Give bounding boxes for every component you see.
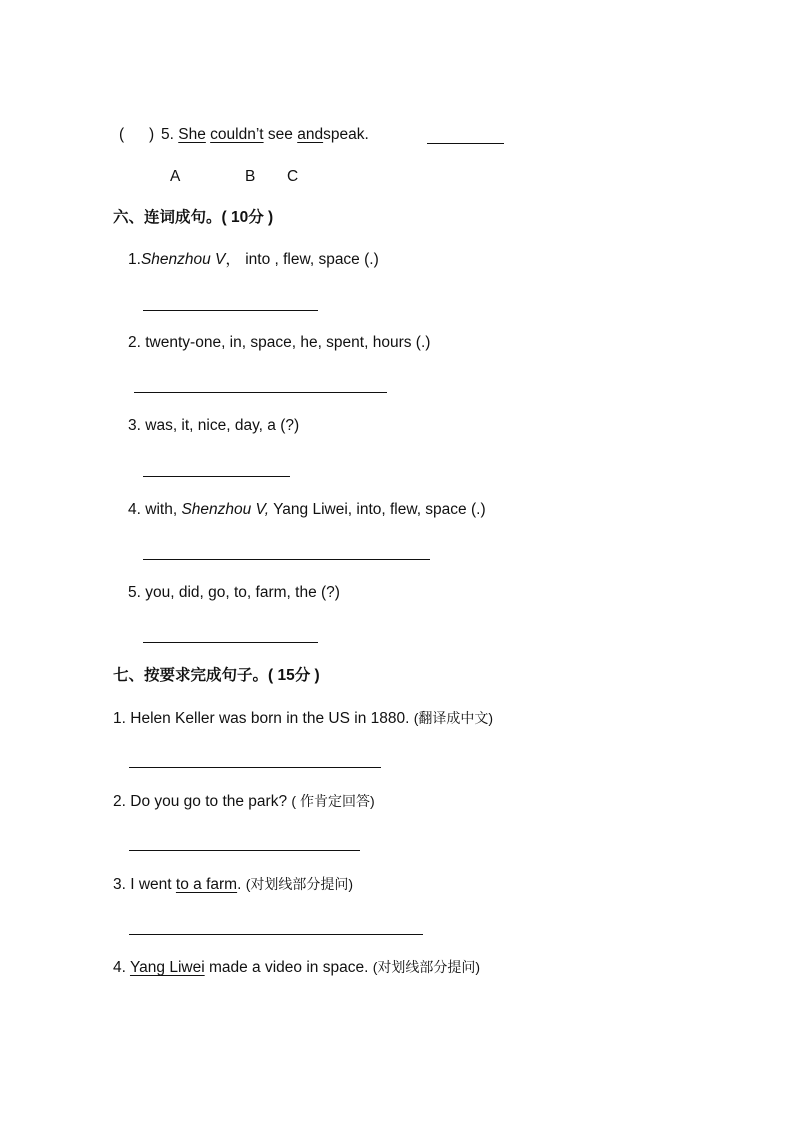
item-sentence: Do you go to the park?	[130, 793, 288, 810]
section6-answer-line-4[interactable]	[143, 559, 430, 560]
section6-item-4	[128, 500, 486, 520]
item-instruction: ( 作肯定回答)	[291, 793, 375, 809]
q5-number: 5.	[161, 126, 174, 143]
section7-item-1	[113, 708, 493, 729]
item-number: 5.	[128, 584, 141, 601]
item-instruction: (对划线部分提问)	[245, 876, 354, 892]
section7-answer-line-3[interactable]	[129, 934, 423, 935]
section6-title: 六、连词成句。( 10分 )	[113, 209, 274, 226]
section6-item-5	[128, 583, 340, 603]
underlined-phrase: Yang Liwei	[129, 959, 205, 976]
italic-term: Shenzhou V	[140, 251, 226, 268]
item-number: 4.	[113, 959, 126, 976]
q5-word-speak: speak.	[323, 126, 369, 143]
item-words: twenty-one, in, space, he, spent, hours (.)	[145, 334, 431, 351]
italic-term: Shenzhou V,	[181, 501, 270, 518]
section7-item-4	[113, 957, 480, 978]
item-number: 4.	[128, 501, 141, 518]
q5-answer-line[interactable]	[427, 143, 504, 144]
q5-word-she: She	[178, 126, 206, 143]
section6-answer-line-3[interactable]	[143, 476, 290, 477]
item-words-pre: with,	[145, 501, 178, 518]
section6-answer-line-2[interactable]	[134, 392, 387, 393]
q5-sentence	[161, 125, 369, 145]
item-words: you, did, go, to, farm, the (?)	[145, 584, 340, 601]
q5-paren-open: (	[119, 126, 125, 143]
item-sentence: Helen Keller was born in the US in 1880.	[130, 710, 410, 727]
q5-option-b: B	[245, 168, 256, 185]
q5-option-a: A	[170, 168, 181, 185]
section7-item-3	[113, 874, 353, 895]
section7-title: 七、按要求完成句子。( 15分 )	[113, 667, 320, 684]
item-words: was, it, nice, day, a (?)	[145, 417, 300, 434]
item-number: 2.	[113, 793, 126, 810]
q5-word-and: and	[297, 126, 324, 143]
q5-word-couldnt: couldn’t	[210, 126, 264, 143]
item-number: 3.	[113, 876, 126, 893]
q5-option-c: C	[287, 168, 299, 185]
section6-item-1	[128, 250, 379, 270]
q5-answer-blank[interactable]	[128, 125, 148, 145]
item-words: ， into , flew, space (.)	[225, 251, 379, 268]
section6-item-3	[128, 416, 299, 436]
section7-item-2	[113, 791, 375, 812]
item-instruction: (对划线部分提问)	[372, 959, 481, 975]
section6-item-2	[128, 333, 430, 353]
item-sentence-post: .	[237, 876, 242, 893]
q5-word-see: see	[267, 126, 293, 143]
item-sentence-post: made a video in space.	[208, 959, 369, 976]
q5-paren-close: )	[149, 126, 155, 143]
item-number: 1.	[113, 710, 126, 727]
underlined-phrase: to a farm	[175, 876, 238, 893]
item-words: Yang Liwei, into, flew, space (.)	[273, 501, 486, 518]
section6-answer-line-1[interactable]	[143, 310, 318, 311]
item-sentence-pre: I went	[130, 876, 172, 893]
section7-answer-line-1[interactable]	[129, 767, 381, 768]
item-number: 3.	[128, 417, 141, 434]
section6-answer-line-5[interactable]	[143, 642, 318, 643]
item-number: 1.	[128, 251, 141, 268]
section7-answer-line-2[interactable]	[129, 850, 360, 851]
item-number: 2.	[128, 334, 141, 351]
item-instruction: (翻译成中文)	[413, 710, 494, 726]
